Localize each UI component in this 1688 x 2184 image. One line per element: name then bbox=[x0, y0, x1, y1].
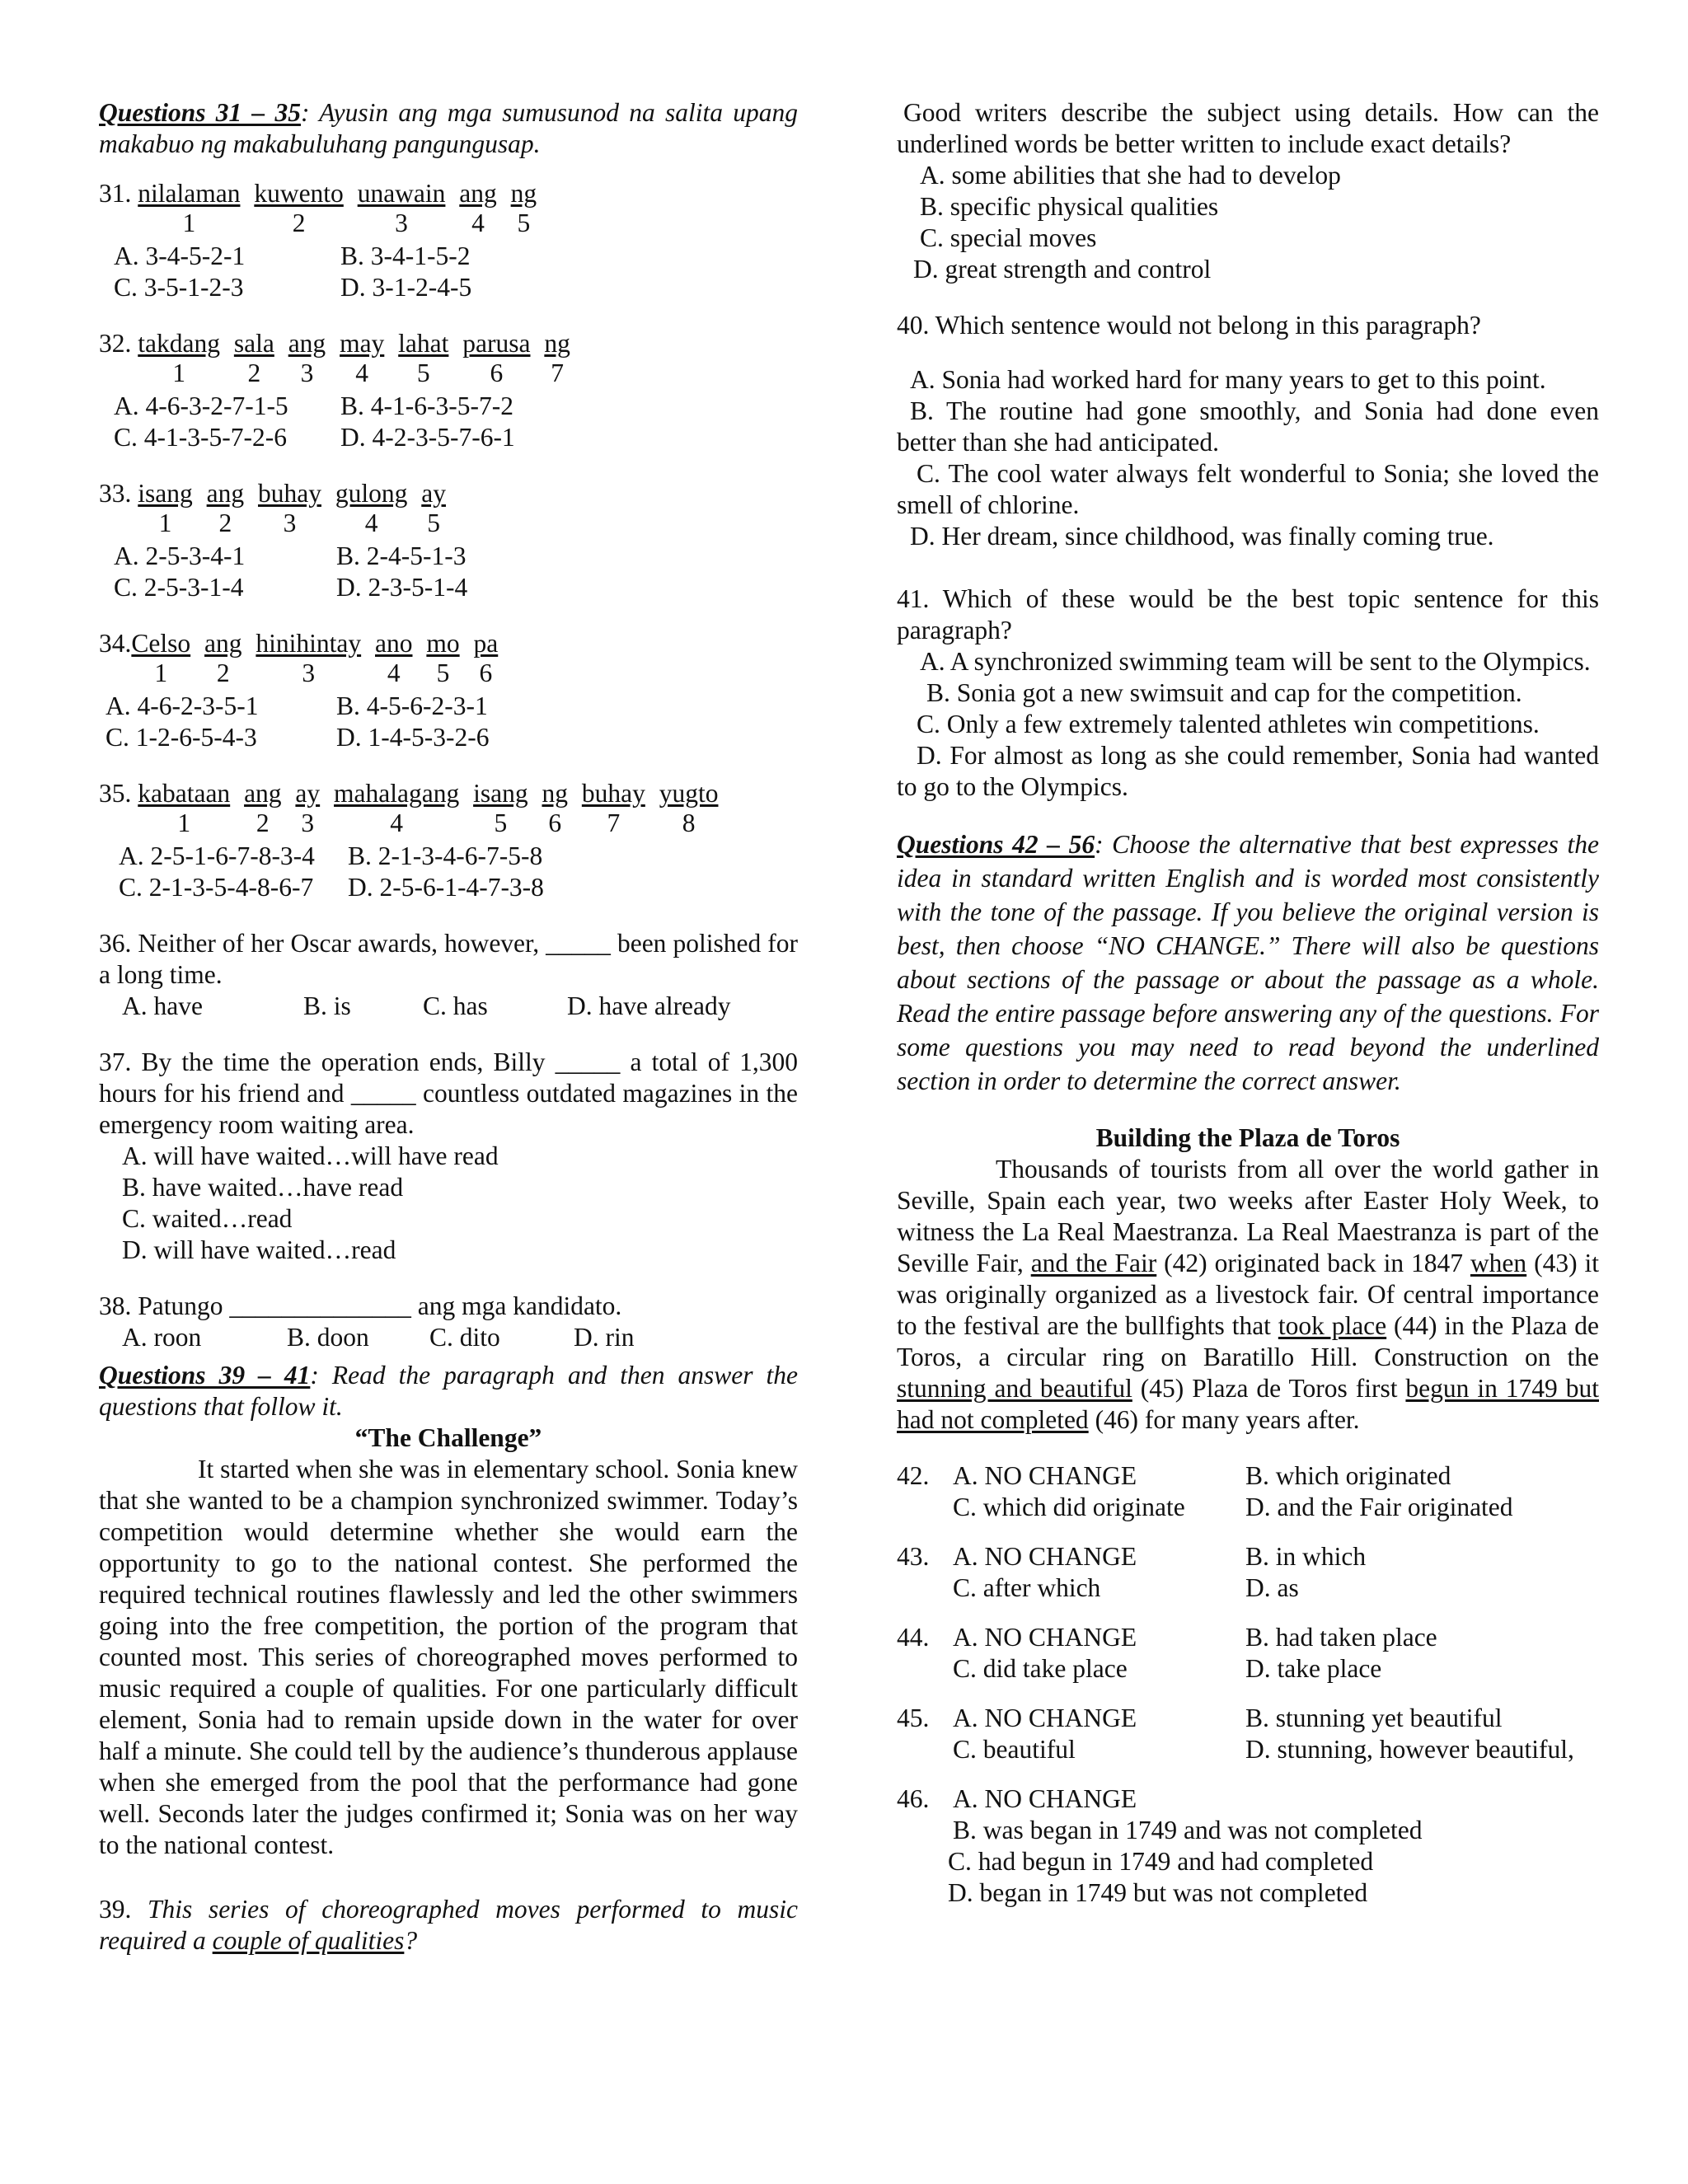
left-column bbox=[99, 97, 798, 1957]
choice-a[interactable]: A. have bbox=[122, 991, 203, 1020]
choice-d[interactable]: D. take place bbox=[1245, 1654, 1382, 1683]
right-column bbox=[897, 97, 1599, 1909]
word: gulong 4 bbox=[335, 479, 408, 537]
question-stem: 41. Which of these would be the best topic sentence for this paragraph? bbox=[897, 584, 1599, 644]
choice-c[interactable]: C. which did originate bbox=[953, 1493, 1185, 1521]
choice-b[interactable]: B. which originated bbox=[1245, 1461, 1451, 1490]
choice-a[interactable]: A. NO CHANGE bbox=[953, 1542, 1137, 1571]
passage-text: It started when she was in elementary school. Sonia knew that she wanted to be a champion synchronized swimmer. Today’s competition would determine whether she would earn the opportunity to go to the national contest. She performed the required technical routines flawlessly and led the other swimmers going into the free competition, the portion of the program that counted most. This series of choreographed moves performed to music required a couple of qualities. For one particularly difficult element, Sonia had to remain upside down in the water for over half a minute. She could tell by the audience’s thunderous applause when she emerged from the pool that the performance had gone well. Seconds later the judges confirmed it; Sonia was on her way to the national contest. bbox=[99, 1455, 798, 1859]
word: pa 6 bbox=[473, 629, 499, 687]
choice-d[interactable]: D. have already bbox=[567, 991, 731, 1020]
question-40 bbox=[897, 310, 1599, 552]
word: ang 2 bbox=[204, 629, 242, 687]
choice-c[interactable]: C. has bbox=[423, 991, 488, 1020]
passage-title: Building the Plaza de Toros bbox=[1095, 1123, 1400, 1152]
choice-a[interactable]: A. A synchronized swimming team will be sent to the Olympics. bbox=[920, 647, 1591, 676]
question-34 bbox=[99, 628, 798, 753]
choice-b[interactable]: B. Sonia got a new swimsuit and cap for the competition. bbox=[926, 678, 1522, 707]
choice-b[interactable]: B. 4-1-6-3-5-7-2 bbox=[340, 391, 513, 420]
choice-d[interactable]: D. 3-1-2-4-5 bbox=[340, 273, 472, 302]
choice-a[interactable]: A. NO CHANGE bbox=[953, 1623, 1137, 1652]
choices bbox=[99, 872, 798, 903]
choice-c[interactable]: C. waited…read bbox=[122, 1204, 293, 1233]
choices bbox=[99, 722, 798, 753]
choice-b[interactable]: B. have waited…have read bbox=[122, 1173, 404, 1202]
choice-b[interactable]: B. The routine had gone smoothly, and Sonia had done even better than she had anticipated. bbox=[897, 396, 1599, 457]
choices bbox=[99, 422, 798, 453]
choice-c[interactable]: C. The cool water always felt wonderful to Sonia; she loved the smell of chlorine. bbox=[897, 459, 1599, 519]
word: ano 4 bbox=[375, 629, 413, 687]
choices bbox=[99, 1322, 798, 1353]
word: lahat 5 bbox=[398, 329, 449, 387]
choices bbox=[99, 241, 798, 272]
choices bbox=[99, 391, 798, 422]
word: hinihintay 3 bbox=[256, 629, 362, 687]
word: ang 2 bbox=[206, 479, 245, 537]
choice-a[interactable]: A. 3-4-5-2-1 bbox=[114, 241, 246, 270]
choice-b[interactable]: B. 4-5-6-2-3-1 bbox=[336, 691, 488, 720]
choice-c[interactable]: C. did take place bbox=[953, 1654, 1128, 1683]
word-list: 34.Celso 1 ang 2 hinihintay 3 ano 4 mo 5 pa 6 bbox=[99, 629, 499, 687]
question-44: 44. A. NO CHANGE B. had taken place C. did take place D. take place bbox=[897, 1622, 1599, 1685]
question-36 bbox=[99, 928, 798, 1022]
choice-c[interactable]: C. special moves bbox=[920, 223, 1097, 252]
choice-c[interactable]: C. beautiful bbox=[953, 1735, 1076, 1764]
choices bbox=[99, 272, 798, 303]
word: ng 5 bbox=[510, 179, 537, 237]
word: parusa 6 bbox=[462, 329, 531, 387]
question-stem: 36. Neither of her Oscar awards, however, _____ been polished for a long time. bbox=[99, 929, 798, 989]
question-32 bbox=[99, 328, 798, 453]
word: kabataan 1 bbox=[138, 779, 231, 837]
instructions-31-35: Questions 31 – 35: Ayusin ang mga sumusunod na salita upang makabuo ng makabuluhang pangungusap. bbox=[99, 98, 798, 158]
choice-d[interactable]: D. and the Fair originated bbox=[1245, 1493, 1513, 1521]
question-45: 45. A. NO CHANGE B. stunning yet beautiful C. beautiful D. stunning, however beautiful, bbox=[897, 1703, 1599, 1765]
word: ang 3 bbox=[288, 329, 326, 387]
choice-a[interactable]: A. 2-5-3-4-1 bbox=[114, 541, 246, 570]
choice-a[interactable]: A. will have waited…will have read bbox=[122, 1141, 499, 1170]
choice-a[interactable]: A. 4-6-3-2-7-1-5 bbox=[114, 391, 288, 420]
question-43: 43. A. NO CHANGE B. in which C. after which D. as bbox=[897, 1541, 1599, 1604]
question-41 bbox=[897, 583, 1599, 803]
choice-b[interactable]: B. is bbox=[303, 991, 351, 1020]
choice-c[interactable]: C. 2-5-3-1-4 bbox=[114, 573, 244, 602]
choices bbox=[99, 691, 798, 722]
question-stem: 38. Patungo ______________ ang mga kandidato. bbox=[99, 1291, 622, 1320]
word: mahalagang 4 bbox=[334, 779, 460, 837]
question-33 bbox=[99, 478, 798, 603]
choice-b[interactable]: B. in which bbox=[1245, 1542, 1367, 1571]
question-stem: Good writers describe the subject using details. How can the underlined words be better written to include exact details? bbox=[897, 98, 1599, 158]
question-37 bbox=[99, 1047, 798, 1266]
choice-c[interactable]: C. dito bbox=[429, 1323, 500, 1352]
choice-a[interactable]: A. 2-5-1-6-7-8-3-4 bbox=[119, 841, 315, 870]
choice-a[interactable]: A. NO CHANGE bbox=[953, 1704, 1137, 1732]
word-list: 33. isang 1 ang 2 buhay 3 gulong 4 ay 5 bbox=[99, 479, 446, 537]
word-list: 35. kabataan 1 ang 2 ay 3 mahalagang 4 isang 5 ng 6 buhay 7 yugto 8 bbox=[99, 779, 719, 837]
word: isang 5 bbox=[473, 779, 528, 837]
choices bbox=[99, 841, 798, 872]
word: ay 3 bbox=[295, 779, 321, 837]
choice-b[interactable]: B. 2-4-5-1-3 bbox=[336, 541, 467, 570]
word: buhay 3 bbox=[257, 479, 321, 537]
choice-d[interactable]: D. 2-3-5-1-4 bbox=[336, 573, 468, 602]
word: mo 5 bbox=[426, 629, 460, 687]
choice-d[interactable]: D. great strength and control bbox=[913, 255, 1212, 284]
choice-a[interactable]: A. 4-6-2-3-5-1 bbox=[106, 691, 259, 720]
question-39 bbox=[99, 1894, 798, 1957]
word: yugto 8 bbox=[659, 779, 719, 837]
question-35 bbox=[99, 778, 798, 903]
question-38 bbox=[99, 1291, 798, 1353]
choice-d[interactable]: D. Her dream, since childhood, was finally coming true. bbox=[910, 522, 1494, 551]
choice-a[interactable]: A. NO CHANGE bbox=[953, 1784, 1137, 1813]
question-42: 42. A. NO CHANGE B. which originated C. which did originate D. and the Fair originated bbox=[897, 1460, 1599, 1523]
choice-b[interactable]: B. had taken place bbox=[1245, 1623, 1437, 1652]
word: buhay 7 bbox=[581, 779, 645, 837]
choice-c[interactable]: C. 4-1-3-5-7-2-6 bbox=[114, 423, 287, 452]
choice-d[interactable]: D. stunning, however beautiful, bbox=[1245, 1735, 1574, 1764]
choice-b[interactable]: B. specific physical qualities bbox=[920, 192, 1219, 221]
word: sala 2 bbox=[233, 329, 274, 387]
question-stem: 39. This series of choreographed moves performed to music required a couple of qualities? bbox=[99, 1895, 798, 1955]
word: ay 5 bbox=[421, 479, 446, 537]
word: ang 2 bbox=[244, 779, 282, 837]
question-stem: 37. By the time the operation ends, Billy _____ a total of 1,300 hours for his friend and _____ countless outdated magazines in the emergency room waiting area. bbox=[99, 1047, 798, 1139]
choice-c[interactable]: C. 3-5-1-2-3 bbox=[114, 273, 244, 302]
choice-d[interactable]: D. as bbox=[1245, 1573, 1299, 1602]
choices bbox=[99, 991, 798, 1022]
word: isang 1 bbox=[138, 479, 193, 537]
word: ng 6 bbox=[542, 779, 568, 837]
choice-b[interactable]: B. was began in 1749 and was not completed bbox=[953, 1816, 1423, 1844]
question-stem: 40. Which sentence would not belong in this paragraph? bbox=[897, 311, 1481, 340]
choice-c[interactable]: C. Only a few extremely talented athletes win competitions. bbox=[917, 710, 1540, 738]
choice-c[interactable]: C. 2-1-3-5-4-8-6-7 bbox=[119, 873, 314, 902]
choice-d[interactable]: D. rin bbox=[574, 1323, 635, 1352]
passage-title: “The Challenge” bbox=[354, 1423, 542, 1452]
word: ang 4 bbox=[459, 179, 497, 237]
choices bbox=[99, 572, 798, 603]
word-list: 32. takdang 1 sala 2 ang 3 may 4 lahat 5 parusa 6 ng 7 bbox=[99, 329, 570, 387]
choice-a[interactable]: A. some abilities that she had to develop bbox=[920, 161, 1341, 190]
word: may 4 bbox=[340, 329, 385, 387]
choice-b[interactable]: B. doon bbox=[287, 1323, 369, 1352]
instructions-39-41: Questions 39 – 41: Read the paragraph and then answer the questions that follow it. bbox=[99, 1361, 798, 1421]
question-39-continued bbox=[897, 97, 1599, 285]
choice-c[interactable]: C. after which bbox=[953, 1573, 1101, 1602]
choice-d[interactable]: D. For almost as long as she could remember, Sonia had wanted to go to the Olympics. bbox=[897, 741, 1599, 801]
instructions-42-56: Questions 42 – 56: Choose the alternative that best expresses the idea in standard written English and is worded most consistently with the tone of the passage. If you believe the original version is best, then choose “NO CHANGE.” There will also be questions about sections of the passage or about the passage as a whole. Read the entire passage before answering any of the questions. For some questions you may need to read beyond the underlined section in order to determine the correct answer. bbox=[897, 830, 1599, 1095]
choice-a[interactable]: A. NO CHANGE bbox=[953, 1461, 1137, 1490]
word: unawain 3 bbox=[357, 179, 446, 237]
question-31 bbox=[99, 178, 798, 303]
choice-a[interactable]: A. Sonia had worked hard for many years to get to this point. bbox=[910, 365, 1546, 394]
choice-c[interactable]: C. had begun in 1749 and had completed bbox=[948, 1847, 1374, 1876]
choices bbox=[99, 541, 798, 572]
word: ng 7 bbox=[544, 329, 570, 387]
choice-a[interactable]: A. roon bbox=[122, 1323, 202, 1352]
choice-d[interactable]: D. 4-2-3-5-7-6-1 bbox=[340, 423, 515, 452]
choice-b[interactable]: B. 3-4-1-5-2 bbox=[340, 241, 471, 270]
word-list: 31. nilalaman 1 kuwento 2 unawain 3 ang 4 ng 5 bbox=[99, 179, 537, 237]
choice-d[interactable]: D. 1-4-5-3-2-6 bbox=[336, 723, 490, 752]
choice-d[interactable]: D. will have waited…read bbox=[122, 1235, 396, 1264]
passage-text: Thousands of tourists from all over the world gather in Seville, Spain each year, two weeks after Easter Holy Week, to witness the La Real Maestranza. La Real Maestranza is part of the Seville Fair, and the Fair (42) originated back in 1847 when (43) it was originally organized as a livestock fair. Of central importance to the festival are the bullfights that took place (44) in the Plaza de Toros, a circular ring on Baratillo Hill. Construction on the stunning and beautiful (45) Plaza de Toros first begun in 1749 but had not completed (46) for many years after. bbox=[897, 1155, 1599, 1434]
word: takdang 1 bbox=[138, 329, 220, 387]
word: kuwento 2 bbox=[254, 179, 344, 237]
word: nilalaman 1 bbox=[138, 179, 241, 237]
question-46: 46. A. NO CHANGE B. was began in 1749 and was not completed C. had begun in 1749 and had completed D. began in 1749 but was not completed bbox=[897, 1783, 1599, 1909]
choice-b[interactable]: B. 2-1-3-4-6-7-5-8 bbox=[348, 841, 543, 870]
choice-d[interactable]: D. 2-5-6-1-4-7-3-8 bbox=[348, 873, 544, 902]
choice-c[interactable]: C. 1-2-6-5-4-3 bbox=[106, 723, 257, 752]
choice-d[interactable]: D. began in 1749 but was not completed bbox=[948, 1878, 1368, 1907]
choice-b[interactable]: B. stunning yet beautiful bbox=[1245, 1704, 1503, 1732]
word: Celso 1 bbox=[131, 629, 191, 687]
